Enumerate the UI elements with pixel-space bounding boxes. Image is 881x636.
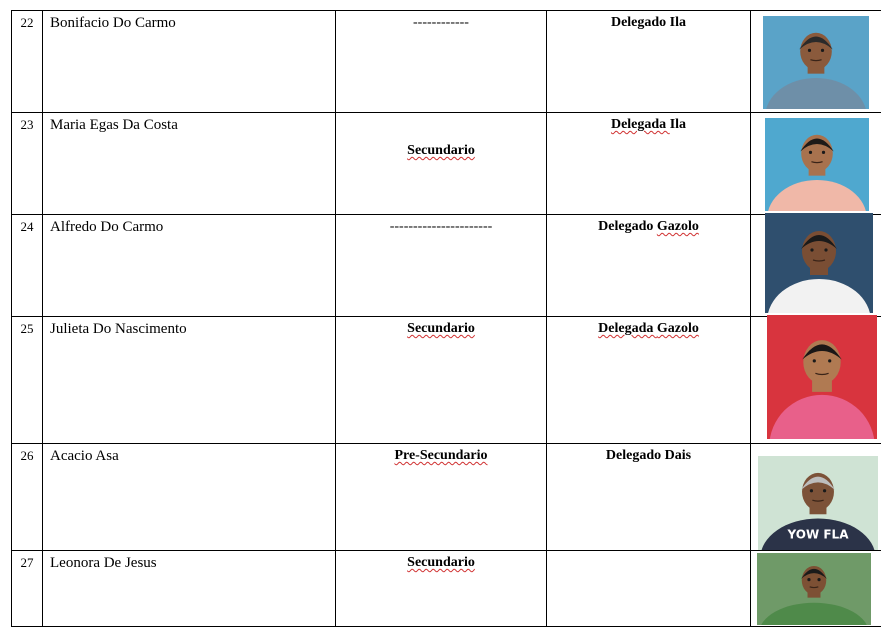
table-row	[12, 11, 881, 113]
portrait-photo	[765, 213, 873, 313]
portrait-photo	[757, 553, 871, 625]
delegate-table	[11, 10, 881, 627]
education-text: Secundario	[407, 143, 475, 158]
photo-cell	[751, 444, 881, 551]
row-number: 26	[12, 444, 43, 551]
portrait-photo	[767, 315, 877, 439]
role-text: Delegada Gazolo	[598, 321, 699, 336]
education-text: ------------	[413, 15, 469, 30]
education-level	[336, 444, 547, 551]
photo-cell	[751, 113, 881, 215]
table-row	[12, 444, 881, 551]
row-number: 24	[12, 215, 43, 317]
delegate-role	[547, 11, 751, 113]
role-text: Delegada Ila	[610, 117, 687, 132]
delegate-role	[547, 444, 751, 551]
education-text: Pre-Secundario	[394, 448, 488, 463]
table-row	[12, 215, 881, 317]
education-text: Secundario	[407, 321, 475, 336]
photo-cell	[751, 215, 881, 317]
table-row	[12, 317, 881, 444]
education-level	[336, 113, 547, 215]
education-level	[336, 317, 547, 444]
role-text: Delegado Gazolo	[598, 219, 699, 234]
role-text: Delegado Ila	[610, 15, 687, 30]
delegate-name: Maria Egas Da Costa	[43, 113, 336, 215]
portrait-photo	[758, 456, 878, 550]
portrait-photo	[763, 16, 869, 109]
delegate-name: Leonora De Jesus	[43, 551, 336, 627]
delegate-name: Bonifacio Do Carmo	[43, 11, 336, 113]
svg-text:YOW FLA: YOW FLA	[787, 527, 849, 542]
delegate-role	[547, 113, 751, 215]
row-number: 25	[12, 317, 43, 444]
row-number: 27	[12, 551, 43, 627]
table-row	[12, 113, 881, 215]
photo-cell	[751, 551, 881, 627]
education-level	[336, 551, 547, 627]
table-row	[12, 551, 881, 627]
education-text: ----------------------	[389, 219, 493, 234]
education-text: Secundario	[407, 555, 475, 570]
delegate-role	[547, 317, 751, 444]
row-number: 23	[12, 113, 43, 215]
role-text: Delegado Dais	[605, 448, 692, 463]
delegate-name: Acacio Asa	[43, 444, 336, 551]
delegate-role	[547, 551, 751, 627]
delegate-name: Alfredo Do Carmo	[43, 215, 336, 317]
education-level	[336, 215, 547, 317]
delegate-role	[547, 215, 751, 317]
delegate-name: Julieta Do Nascimento	[43, 317, 336, 444]
photo-cell	[751, 11, 881, 113]
photo-cell	[751, 317, 881, 444]
portrait-photo	[765, 118, 869, 211]
row-number: 22	[12, 11, 43, 113]
education-level	[336, 11, 547, 113]
